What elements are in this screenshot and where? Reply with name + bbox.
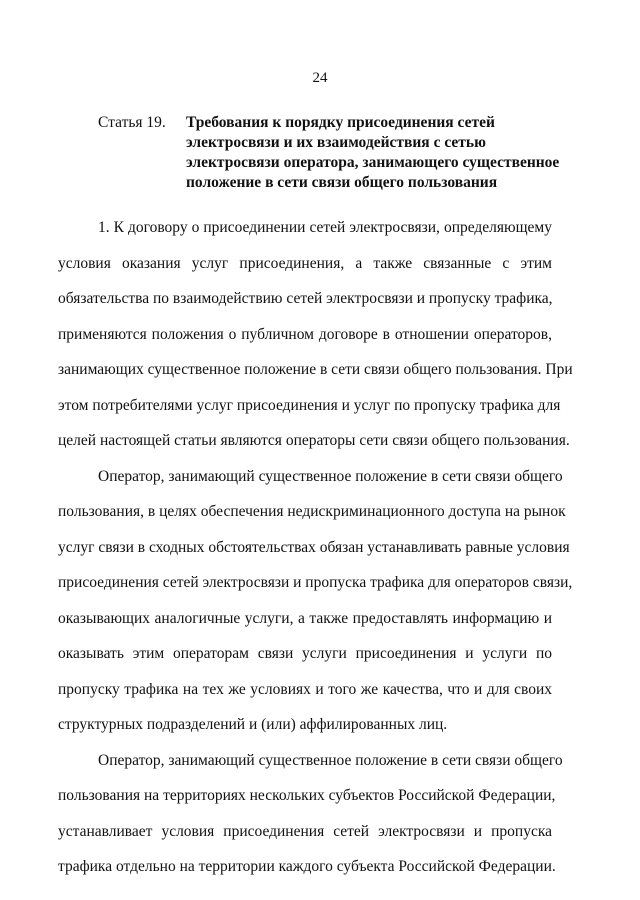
paragraph-3 [58, 749, 563, 891]
paragraph-2 [58, 465, 573, 749]
text-line: занимающих существенное положение в сети связи общего пользования. При [58, 361, 573, 378]
paragraph-1 [58, 216, 573, 465]
text-line: условия оказания услуг присоединения, а также связанные с этим [58, 254, 552, 272]
text-line: услуг связи в сходных обстоятельствах обязан устанавливать равные условия [58, 538, 570, 556]
article-title-line: положение в сети связи общего пользования [186, 174, 498, 191]
text-line: Оператор, занимающий существенное положение в сети связи общего [98, 467, 563, 485]
text-line: этом потребителями услуг присоединения и услуг по пропуску трафика для [58, 396, 561, 414]
text-line: Оператор, занимающий существенное положение в сети связи общего [98, 751, 563, 769]
text-line: трафика отдельно на территории каждого субъекта Российской Федерации. [58, 858, 556, 875]
page-number: 24 [312, 70, 328, 86]
text-line: устанавливает условия присоединения сетей электросвязи и пропуска [58, 822, 552, 840]
article-title-line: Требования к порядку присоединения сетей [186, 114, 495, 131]
text-line: оказывающих аналогичные услуги, а также предоставлять информацию и [58, 609, 552, 627]
text-line: применяются положения о публичном договоре в отношении операторов, [58, 325, 552, 343]
article-title-line: электросвязи оператора, занимающего существенное [186, 154, 560, 171]
article-body [58, 216, 573, 891]
article-title-line: электросвязи и их взаимодействия с сетью [186, 134, 486, 151]
text-line: обязательства по взаимодействию сетей электросвязи и пропуску трафика, [58, 290, 553, 307]
text-line: пропуску трафика на тех же условиях и того же качества, что и для своих [58, 680, 552, 698]
text-line: присоединения сетей электросвязи и пропуска трафика для операторов связи, [58, 574, 573, 591]
text-line: пользования, в целях обеспечения недискриминационного доступа на рынок [58, 503, 566, 520]
text-line: пользования на территориях нескольких субъектов Российской Федерации, [58, 787, 556, 804]
text-line: оказывать этим операторам связи услуги присоединения и услуги по [58, 645, 552, 662]
text-line: структурных подразделений и (или) аффилированных лиц. [58, 716, 448, 733]
article-heading [98, 113, 568, 193]
text-line: 1. К договору о присоединении сетей электросвязи, определяющему [98, 219, 552, 236]
article-label: Статья 19. [98, 114, 166, 131]
text-line: целей настоящей статьи являются операторы сети связи общего пользования. [58, 432, 570, 449]
article-title [186, 113, 568, 193]
